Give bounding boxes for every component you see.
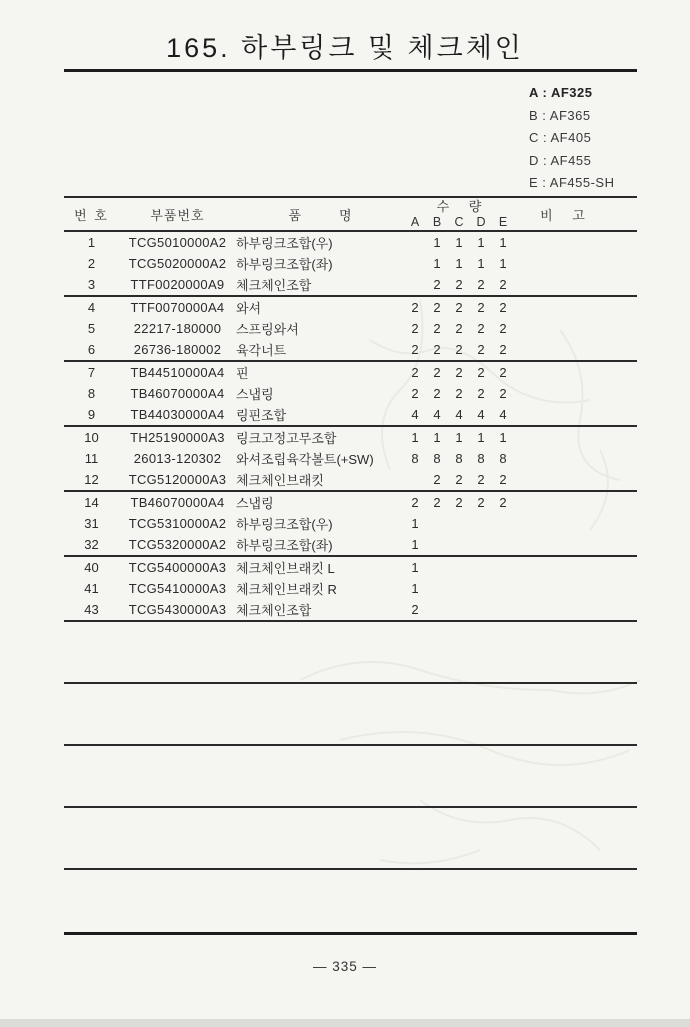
part-name: 와셔 (236, 301, 262, 316)
qty-a: 2 (411, 602, 419, 617)
row-number: 12 (84, 472, 99, 487)
qty-a: 1 (411, 430, 419, 445)
qty-c: 8 (455, 451, 463, 466)
table-row (64, 448, 637, 469)
qty-a: 8 (411, 451, 419, 466)
qty-e: 1 (499, 256, 507, 271)
part-name: 체크체인조합 (236, 603, 312, 618)
part-name: 와셔조립육각볼트(+SW) (236, 452, 374, 467)
table-row (64, 578, 637, 599)
part-name: 하부링크조합(우) (236, 517, 333, 532)
qty-b: 1 (433, 256, 441, 271)
title-rule (64, 69, 637, 72)
part-number: 26013-120302 (133, 451, 222, 466)
qty-a: 2 (411, 365, 419, 380)
header-col-e: E (498, 215, 508, 229)
qty-a: 1 (411, 560, 419, 575)
qty-b: 2 (433, 365, 441, 380)
row-number: 43 (84, 602, 99, 617)
table-row (64, 297, 637, 318)
qty-c: 1 (455, 235, 463, 250)
empty-table-group (64, 684, 637, 746)
table-row (64, 318, 637, 339)
header-part-name-left: 품 (288, 207, 301, 223)
row-number: 5 (87, 321, 96, 336)
parts-table (64, 196, 637, 935)
qty-a: 4 (411, 407, 419, 422)
part-number: TB46070000A4 (130, 386, 225, 401)
part-name: 하부링크조합(좌) (236, 257, 333, 272)
qty-d: 2 (477, 300, 485, 315)
qty-c: 2 (455, 386, 463, 401)
header-col-a: A (410, 215, 420, 229)
row-number: 4 (87, 300, 96, 315)
row-number: 11 (84, 451, 99, 466)
model-legend (529, 82, 614, 195)
qty-b: 2 (433, 277, 441, 292)
part-number: TCG5410000A3 (128, 581, 227, 596)
table-row (64, 232, 637, 253)
qty-d: 2 (477, 365, 485, 380)
qty-b: 4 (433, 407, 441, 422)
qty-e: 2 (499, 472, 507, 487)
part-name: 스냅링 (236, 387, 274, 402)
header-quantity-title: 수 량 (436, 199, 490, 214)
table-group (64, 492, 637, 557)
part-number: TCG5020000A2 (128, 256, 227, 271)
table-row (64, 362, 637, 383)
part-number: TB44510000A4 (130, 365, 225, 380)
empty-table-group (64, 808, 637, 870)
empty-table-group (64, 870, 637, 932)
header-col-d: D (476, 215, 486, 229)
qty-d: 2 (477, 386, 485, 401)
header-remarks: 비 고 (540, 207, 593, 223)
qty-c: 2 (455, 277, 463, 292)
qty-b: 2 (433, 342, 441, 357)
qty-b: 1 (433, 235, 441, 250)
qty-c: 2 (455, 365, 463, 380)
qty-d: 2 (477, 472, 485, 487)
qty-d: 2 (477, 321, 485, 336)
header-quantity-columns (404, 215, 514, 229)
qty-b: 2 (433, 472, 441, 487)
part-name: 체크체인조합 (236, 278, 312, 293)
qty-c: 1 (455, 430, 463, 445)
empty-table-group (64, 746, 637, 808)
part-number: TTF0020000A9 (130, 277, 225, 292)
header-col-c: C (454, 215, 464, 229)
qty-e: 2 (499, 300, 507, 315)
part-name: 스프링와셔 (236, 322, 299, 337)
qty-a: 2 (411, 495, 419, 510)
qty-e: 2 (499, 321, 507, 336)
qty-c: 2 (455, 300, 463, 315)
table-group (64, 232, 637, 297)
qty-e: 2 (499, 495, 507, 510)
header-part-name (236, 205, 404, 224)
qty-d: 1 (477, 235, 485, 250)
qty-a: 2 (411, 321, 419, 336)
table-body (64, 232, 637, 932)
empty-table-group (64, 622, 637, 684)
part-name: 체크체인브래킷 (236, 473, 324, 488)
qty-e: 1 (499, 235, 507, 250)
table-group (64, 297, 637, 362)
qty-b: 1 (433, 430, 441, 445)
part-number: TCG5400000A3 (128, 560, 227, 575)
qty-e: 1 (499, 430, 507, 445)
qty-d: 1 (477, 430, 485, 445)
part-name: 하부링크조합(우) (236, 236, 333, 251)
row-number: 9 (87, 407, 96, 422)
qty-d: 4 (477, 407, 485, 422)
part-number: TCG5320000A2 (128, 537, 227, 552)
table-row (64, 557, 637, 578)
part-name: 링핀조합 (236, 408, 287, 423)
legend-item: A : AF325 (529, 85, 593, 100)
table-header-row (64, 198, 637, 232)
table-group (64, 427, 637, 492)
part-name: 스냅링 (236, 496, 274, 511)
table-row (64, 253, 637, 274)
qty-d: 1 (477, 256, 485, 271)
qty-d: 8 (477, 451, 485, 466)
legend-item: B : AF365 (529, 107, 591, 123)
part-number: 22217-180000 (133, 321, 222, 336)
part-number: TH25190000A3 (130, 430, 225, 445)
row-number: 31 (84, 516, 99, 531)
table-row (64, 274, 637, 295)
table-row (64, 492, 637, 513)
row-number: 8 (87, 386, 96, 401)
row-number: 14 (84, 495, 99, 510)
qty-b: 2 (433, 386, 441, 401)
qty-b: 2 (433, 495, 441, 510)
row-number: 40 (84, 560, 99, 575)
qty-d: 2 (477, 277, 485, 292)
qty-a: 1 (411, 581, 419, 596)
part-number: TB44030000A4 (130, 407, 225, 422)
row-number: 6 (87, 342, 96, 357)
legend-item: E : AF455-SH (529, 175, 615, 190)
qty-e: 2 (499, 342, 507, 357)
header-number: 번 호 (74, 207, 109, 223)
part-number: TCG5310000A2 (128, 516, 227, 531)
part-number: TTF0070000A4 (130, 300, 225, 315)
row-number: 2 (87, 256, 96, 271)
header-part-number: 부품번호 (150, 207, 205, 223)
table-row (64, 427, 637, 448)
qty-e: 2 (499, 386, 507, 401)
qty-c: 2 (455, 472, 463, 487)
part-number: TCG5430000A3 (128, 602, 227, 617)
qty-a: 2 (411, 386, 419, 401)
qty-a: 1 (411, 516, 419, 531)
qty-c: 2 (455, 342, 463, 357)
row-number: 32 (84, 537, 99, 552)
part-name: 링크고정고무조합 (236, 431, 337, 446)
qty-d: 2 (477, 342, 485, 357)
page-number: — 335 — (312, 959, 378, 974)
qty-e: 2 (499, 365, 507, 380)
qty-c: 2 (455, 321, 463, 336)
table-group (64, 557, 637, 622)
table-row (64, 339, 637, 360)
table-group (64, 362, 637, 427)
header-col-b: B (432, 215, 442, 229)
part-name: 체크체인브래킷 R (236, 582, 337, 597)
part-name: 육각너트 (236, 343, 287, 358)
table-row (64, 513, 637, 534)
row-number: 41 (84, 581, 99, 596)
qty-b: 2 (433, 300, 441, 315)
row-number: 3 (87, 277, 96, 292)
qty-c: 2 (455, 495, 463, 510)
part-name: 체크체인브래킷 L (236, 561, 335, 576)
header-quantity (404, 198, 514, 230)
qty-c: 1 (455, 256, 463, 271)
qty-a: 2 (411, 342, 419, 357)
table-row (64, 383, 637, 404)
part-name: 하부링크조합(좌) (236, 538, 333, 553)
legend-item: C : AF405 (529, 130, 592, 145)
qty-c: 4 (455, 407, 463, 422)
qty-d: 2 (477, 495, 485, 510)
part-number: 26736-180002 (133, 342, 222, 357)
qty-b: 2 (433, 321, 441, 336)
row-number: 7 (87, 365, 96, 380)
page-title: 165. 하부링크 및 체크체인 (166, 33, 524, 63)
part-name: 핀 (236, 366, 249, 381)
part-number: TB46070000A4 (130, 495, 225, 510)
qty-b: 8 (433, 451, 441, 466)
part-number: TCG5120000A3 (128, 472, 227, 487)
header-part-name-right: 명 (339, 207, 352, 223)
table-row (64, 534, 637, 555)
table-row (64, 404, 637, 425)
qty-e: 4 (499, 407, 507, 422)
qty-a: 1 (411, 537, 419, 552)
part-number: TCG5010000A2 (128, 235, 227, 250)
row-number: 10 (84, 430, 99, 445)
table-row (64, 469, 637, 490)
qty-a: 2 (411, 300, 419, 315)
row-number: 1 (87, 235, 96, 250)
scan-edge-band (0, 1019, 690, 1027)
qty-e: 2 (499, 277, 507, 292)
qty-e: 8 (499, 451, 507, 466)
legend-item: D : AF455 (529, 152, 592, 168)
table-row (64, 599, 637, 620)
